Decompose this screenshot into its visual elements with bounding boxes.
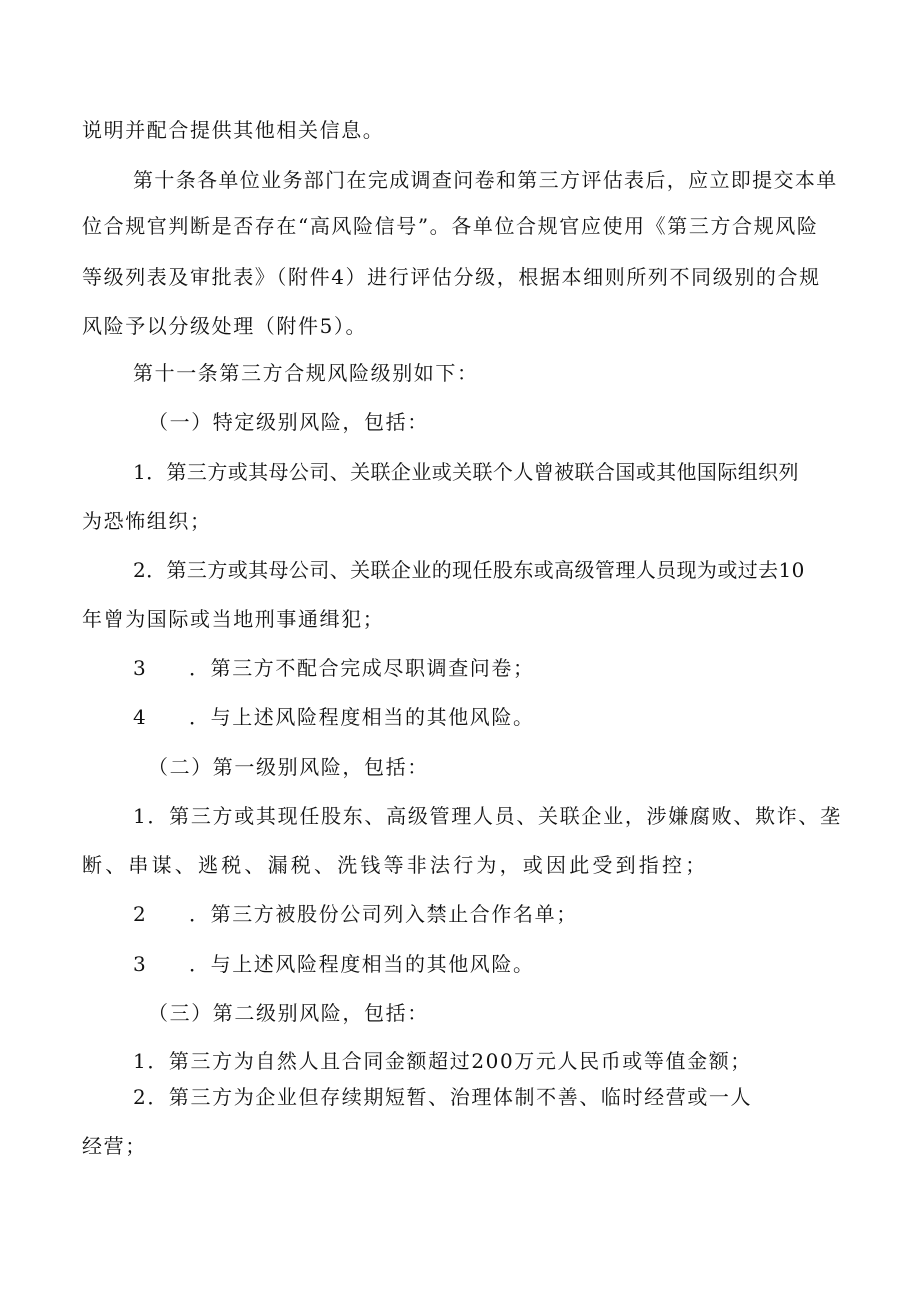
item-text: ．第三方被股份公司列入禁止合作名单； [189, 902, 578, 926]
list-item [133, 704, 535, 730]
list-item [133, 901, 578, 927]
item-number: 2 [133, 902, 148, 926]
list-item-continuation: 经营； [82, 1134, 147, 1158]
article-10-line-4: 风险予以分级处理（附件5）。 [82, 314, 368, 338]
list-item: 2．第三方为企业但存续期短暂、治理体制不善、临时经营或一人 [133, 1085, 753, 1109]
text-line: 说明并配合提供其他相关信息。 [82, 118, 385, 142]
item-text: ．与上述风险程度相当的其他风险。 [189, 705, 535, 729]
item-number: 3 [133, 656, 148, 680]
list-item-continuation: 为恐怖组织； [82, 509, 212, 533]
article-10-line-3: 等级列表及审批表》（附件4）进行评估分级，根据本细则所列不同级别的合规 [82, 265, 821, 289]
item-number: 4 [133, 705, 148, 729]
list-item: 1．第三方或其现任股东、高级管理人员、关联企业，涉嫌腐败、欺诈、垄 [133, 804, 842, 828]
item-text: ．第三方不配合完成尽职调查问卷； [189, 656, 535, 680]
section-1-heading: （一）特定级别风险，包括： [148, 410, 429, 434]
article-10-line-2: 位合规官判断是否存在“高风险信号”。各单位合规官应使用《第三方合规风险 [82, 214, 819, 238]
section-2-heading: （二）第一级别风险，包括： [148, 755, 429, 779]
list-item [133, 951, 535, 977]
list-item-continuation: 年曾为国际或当地刑事通缉犯； [82, 607, 385, 631]
item-text: ．与上述风险程度相当的其他风险。 [189, 952, 535, 976]
list-item: 2．第三方或其母公司、关联企业的现任股东或高级管理人员现为或过去10 [133, 558, 805, 582]
list-item: 1．第三方为自然人且合同金额超过200万元人民币或等值金额； [133, 1049, 752, 1073]
section-3-heading: （三）第二级别风险，包括： [148, 1001, 429, 1025]
article-10-line-1: 第十条各单位业务部门在完成调查问卷和第三方评估表后，应立即提交本单 [133, 168, 838, 192]
list-item-continuation: 断、串谋、逃税、漏税、洗钱等非法行为，或因此受到指控； [82, 853, 709, 877]
list-item [133, 655, 535, 681]
list-item: 1．第三方或其母公司、关联企业或关联个人曾被联合国或其他国际组织列 [133, 460, 799, 484]
item-number: 3 [133, 952, 148, 976]
article-11-heading: 第十一条第三方合规风险级别如下： [133, 361, 479, 385]
